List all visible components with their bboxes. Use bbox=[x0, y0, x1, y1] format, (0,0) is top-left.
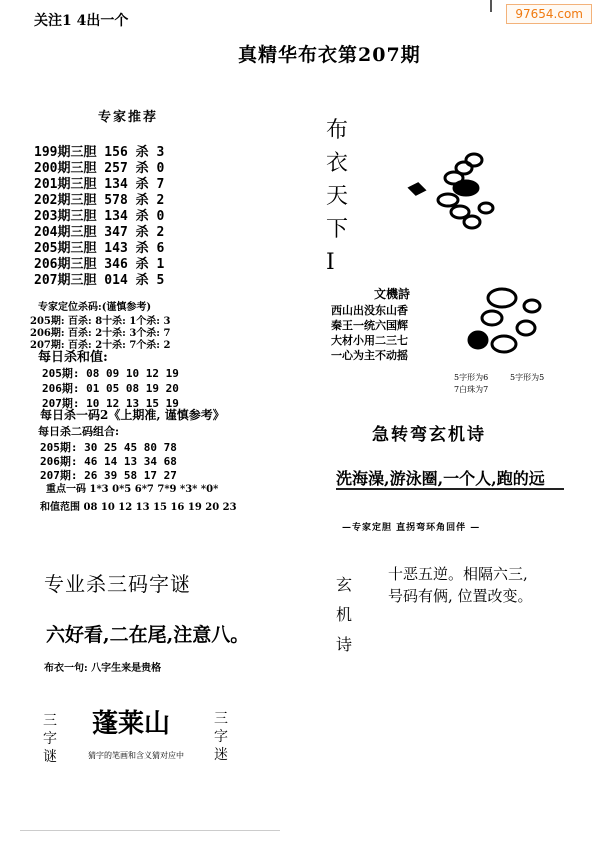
list-item: 207期: 百杀: 2十杀: 7个杀: 2 bbox=[30, 340, 171, 351]
divider bbox=[336, 488, 564, 490]
list-item: 204期三胆 347 杀 2 bbox=[34, 225, 165, 240]
buyi-tianxia-heading: 布衣天下I bbox=[326, 118, 349, 275]
riddle-hint: 猜字的笔画和含义猜对应中 bbox=[88, 751, 184, 760]
shape-label: 7白珠为7 bbox=[454, 385, 489, 394]
list-item: 207期三胆 014 杀 5 bbox=[34, 273, 165, 288]
bead-chain-graphic-1 bbox=[404, 148, 504, 238]
riddle-title: 专业杀三码字谜 bbox=[44, 572, 191, 596]
position-kill-title: 专家定位杀码:(谨慎参考) bbox=[38, 302, 152, 313]
buyi-one-sentence: 布衣一句: 八字生来是贵格 bbox=[44, 663, 162, 674]
list-item: 秦王一统六国辉 bbox=[331, 319, 408, 332]
list-item: 201期三胆 134 杀 7 bbox=[34, 177, 165, 192]
divider bbox=[20, 830, 280, 831]
pair-kill-title: 每日杀二码组合: bbox=[38, 425, 120, 438]
bead-chain-graphic-2 bbox=[462, 284, 552, 364]
list-item: 206期: 46 14 13 34 68 bbox=[40, 455, 177, 468]
sum-range: 和值范围 08 10 12 13 15 16 19 20 23 bbox=[40, 502, 237, 513]
list-item: 一心为主不动摇 bbox=[331, 349, 408, 362]
shape-label: 5字形为6 bbox=[454, 373, 489, 382]
list-item: 205期三胆 143 杀 6 bbox=[34, 241, 165, 256]
watermark-link[interactable]: 97654.com bbox=[506, 4, 592, 24]
list-item: 199期三胆 156 杀 3 bbox=[34, 145, 165, 160]
urgent-poem-title: 急转弯玄机诗 bbox=[372, 425, 486, 445]
list-item: 206期: 01 05 08 19 20 bbox=[42, 382, 179, 395]
top-note: 关注1 4出一个 bbox=[34, 13, 129, 29]
wenji-poem-title: 文機詩 bbox=[374, 287, 411, 301]
expert-recommend-title: 专家推荐 bbox=[98, 110, 159, 125]
list-item: 号码有俩, 位置改变。 bbox=[388, 587, 533, 605]
riddle-line: 洗海澡,游泳圈,一个人,跑的远 bbox=[336, 469, 545, 488]
riddle-answer: 蓬莱山 bbox=[92, 709, 171, 739]
xuanji-poem-heading: 玄机诗 bbox=[336, 575, 353, 654]
list-item: 200期三胆 257 杀 0 bbox=[34, 161, 165, 176]
list-item: 207期: 10 12 13 15 19 bbox=[42, 397, 179, 410]
page-title: 真精华布衣第207期 bbox=[238, 44, 421, 66]
list-item: 205期: 08 09 10 12 19 bbox=[42, 367, 179, 380]
key-one-code: 重点一码 1*3 0*5 6*7 7*9 *3* *0* bbox=[46, 484, 219, 495]
list-item: 205期: 30 25 45 80 78 bbox=[40, 441, 177, 454]
bead-chain-icon bbox=[410, 154, 493, 228]
list-item: 206期: 百杀: 2十杀: 3个杀: 7 bbox=[30, 328, 171, 339]
shape-label: 5字形为5 bbox=[510, 373, 545, 382]
list-item: 西山出没东山香 bbox=[331, 304, 408, 317]
list-item: 十恶五逆。相隔六三, bbox=[388, 565, 528, 583]
three-char-riddle-left: 三字谜 bbox=[43, 713, 57, 765]
riddle-text: 六好看,二在尾,注意八。 bbox=[46, 624, 250, 646]
three-char-riddle-right: 三字迷 bbox=[214, 711, 228, 763]
list-item: 202期三胆 578 杀 2 bbox=[34, 193, 165, 208]
divider bbox=[490, 0, 492, 12]
bead-loop-icon bbox=[469, 289, 540, 352]
daily-sum-title: 每日杀和值: bbox=[38, 350, 108, 365]
list-item: 203期三胆 134 杀 0 bbox=[34, 209, 165, 224]
daily-one-code: 每日杀一码2《上期准, 谨慎参考》 bbox=[40, 408, 225, 422]
list-item: 大材小用二三七 bbox=[331, 334, 408, 347]
expert-line: —专家定胆 直拐弯环角回伴 — bbox=[342, 523, 481, 533]
list-item: 206期三胆 346 杀 1 bbox=[34, 257, 165, 272]
list-item: 205期: 百杀: 8十杀: 1个杀: 3 bbox=[30, 316, 171, 327]
list-item: 207期: 26 39 58 17 27 bbox=[40, 469, 177, 482]
